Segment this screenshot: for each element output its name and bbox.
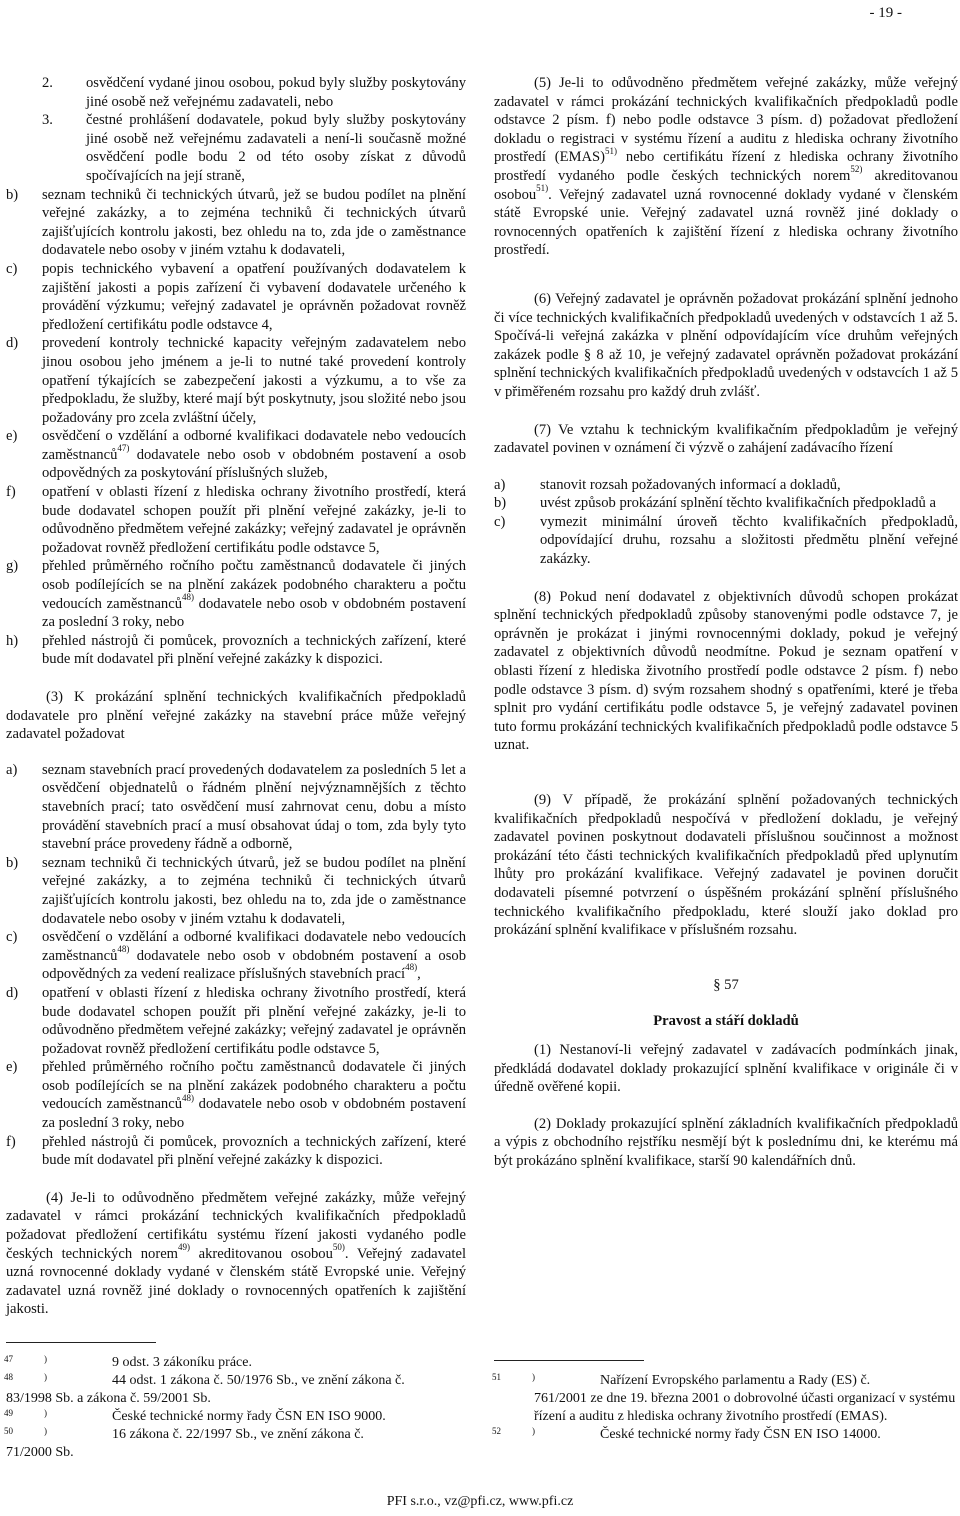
footnote-ref: 50) [332,1241,345,1252]
footnote-text-continued: 71/2000 Sb. [6,1445,74,1460]
footnote-text: 9 odst. 3 zákoníku práce. [112,1355,252,1370]
item-text: přehled průměrného ročního počtu zaměstnanců dodavatele či jiných osob podílejících se na plnění zakázek podobného charakteru a počtu vedoucích zaměstnanců$^{48)}$ dodavatele nebo osob v obdobném postavení za poslední 3 roky, nebo [42,1059,467,1132]
footnote-ref: 48) [182,591,195,602]
footnote: 52 ) České technické normy řady ČSN EN ISO 14000. [494,1426,958,1444]
list-item [6,984,466,1058]
list-item [6,632,466,669]
item-text: přehled nástrojů či pomůcek, provozních a technických zařízení, které bude mít dodavatel při plnění veřejné zakázky k dispozici. [42,1133,466,1169]
footnote-ref: 51) [536,182,549,193]
item-label: b) [6,854,19,871]
paragraph-6: (6) Veřejný zadavatel je oprávněn požadovat prokázání splnění jednoho či více technických kvalifikačních předpokladů uvedených v odstavcích 1 až 5. Spočívá-li veřejná zakázka v plnění odpovídajícím více druhům veřejných zakázek podle § 8 až 10, je veřejný zadavatel oprávněn požadovat prokázání splnění technických kvalifikačních předpokladů uvedených v odstavcích 1 až 5 v přiměřeném rozsahu pro každý druh zvlášť. [494,290,958,400]
footnote-number: 51 [492,1372,501,1382]
footnote: 47 ) 9 odst. 3 zákoníku práce. [6,1354,466,1372]
section-number: § 57 [713,976,739,993]
footnote: 51 ) Nařízení Evropského parlamentu a Rady (ES) č. 761/2001 ze dne 19. března 2001 o dobrovolné účasti organizací v systému řízení a auditu z hlediska ochrany životního prostředí (EMAS). [494,1372,958,1426]
list-item [494,476,958,495]
item-text: osvědčení o vzdělání a odborné kvalifikaci dodavatele nebo vedoucích zaměstnanců$^{47)}$ dodavatele nebo osob v obdobném postavení a osob odpovědných za poskytování příslušných služeb, [42,428,466,482]
item-label: f) [6,1133,16,1150]
paragraph-8: (8) Pokud není dodavatel z objektivních důvodů schopen prokázat splnění technických předpokladů způsoby stanovenými podle odstavce 7, je oprávněn je prokázat i jinými rovnocennými doklady, pokud je veřejný zadavatel z objektivních důvodů neodmítne. Pokud je seznam opatření v oblasti řízení z hlediska životního prostředí podle odstavce 2 písm. f) nebo podle odstavce 3 písm. d) svým rozsahem shodný s opatřeními, které je třeba splnit pro vydání certifikátu podle odstavce 5, je veřejný zadavatel povinen tuto formu prokázání technických kvalifikačních předpokladů podle odstavce 5 uznat. [494,588,958,754]
list-item [6,334,466,427]
list-item [6,260,466,334]
footnote-ref: 51) [605,145,618,156]
footnote-ref: 47) [117,443,130,454]
footnote-divider [6,1342,156,1343]
item-label: d) [6,984,19,1001]
item-label: h) [6,632,19,649]
item-text: uvést způsob prokázání splnění těchto kvalifikačních předpokladů a [540,495,936,512]
item-label: b) [6,186,19,203]
footnote-number: 49 [4,1408,13,1418]
footnote-text: 16 zákona č. 22/1997 Sb., ve znění zákona č. [112,1427,364,1442]
item-text: seznam techniků či technických útvarů, jež se budou podílet na plnění veřejné zakázky, a to zejména techniků či technických útvarů zajišťujících kontrolu jakosti, bez ohledu na to, zda jde o zaměstnance dodavatele nebo osoby v jiném vztahu k dodavateli, [42,854,466,927]
item-label: e) [6,1059,18,1076]
footnotes-left [6,1354,466,1462]
paragraph-5: (5) Je-li to odůvodněno předmětem veřejné zakázky, může veřejný zadavatel v rámci prokázání technických kvalifikačních předpokladů podle odstavce 2 písm. f) nebo podle odstavce 3 písm. d) požadovat předložení dokladu o registraci v systému řízení a auditu z hlediska ochrany životního prostředí (EMAS)$^{51)}$ nebo certifikátu řízení z hlediska ochrany životního prostředí vydaného podle českých technických norem$^{52)}$ akreditovanou osobou$^{51)}$. Veřejný zadavatel uzná rovnocenné doklady vydané v členském státě Evropské unie. Veřejný zadavatel uzná rovněž jiné doklady o rovnocenných opatřeních k zajištění řízení z hlediska ochrany životního prostředí. [494,75,958,259]
item-text: stanovit rozsah požadovaných informací a dokladů, [540,476,841,493]
item-label: e) [6,428,18,445]
footnote-text: Nařízení Evropského parlamentu a Rady (ES) č. [600,1373,871,1388]
item-label: a) [6,761,18,778]
footnote: 48 ) 44 odst. 1 zákona č. 50/1976 Sb., ve znění zákona č. 83/1998 Sb. a zákona č. 59/2001 Sb. [6,1372,466,1408]
list-item [6,186,466,260]
list-item [6,111,466,185]
footnote-ref: 48) [405,962,418,973]
footnote-text-continued: 83/1998 Sb. a zákona č. 59/2001 Sb. [6,1391,211,1406]
list-item [6,1058,466,1132]
section-title: Pravost a stáří dokladů [653,1013,799,1030]
section57-paragraph-2: (2) Doklady prokazující splnění základních kvalifikačních předpokladů a výpis z obchodního rejstříku nesmějí být k poslednímu dni, ke kterému má být prokázáno splnění kvalifikace, starší 90 kalendářních dnů. [494,1115,958,1169]
footnote-number: 47 [4,1354,13,1364]
paragraph-4: (4) Je-li to odůvodněno předmětem veřejné zakázky, může veřejný zadavatel v rámci prokázání technických kvalifikačních předpokladů požadovat předložení certifikátu systému řízení jakosti vydaného podle českých technických norem$^{49)}$ akreditovanou osobou$^{50)}$. Veřejný zadavatel uzná rovnocenné doklady vydané v členském státě Evropské unie. Veřejný zadavatel uzná rovněž jiné doklady o rovnocenných opatřeních k zajištění jakosti. [6,1189,466,1318]
item-label: f) [6,484,16,501]
footnote-ref: 48) [117,943,130,954]
list-item [494,494,958,513]
section57-paragraph-1: (1) Nestanoví-li veřejný zadavatel v zadávacích podmínkách jinak, předkládá dodavatel doklady prokazující splnění kvalifikace v originále či v úředně ověřené kopii. [494,1041,958,1096]
item-label: g) [6,558,19,575]
list-item [6,1133,466,1170]
item-text: opatření v oblasti řízení z hlediska ochrany životního prostředí, která bude dodavatel schopen použít při plnění veřejné zakázky, je-li to odůvodněno předmětem veřejné zakázky; veřejný zadavatel je oprávněn požadovat rovněž předložení certifikátu podle odstavce 5, [42,984,466,1057]
footnote: 49 ) České technické normy řady ČSN EN ISO 9000. [6,1408,466,1426]
list-item [6,854,466,928]
list-item [6,483,466,557]
item-label: d) [6,335,19,352]
footnote-ref: 48) [182,1092,195,1103]
page-number: - 19 - [869,5,902,21]
item-text: opatření v oblasti řízení z hlediska ochrany životního prostředí, která bude dodavatel schopen použít při plnění veřejné zakázky, je-li to odůvodněno předmětem veřejné zakázky; veřejný zadavatel je oprávněn požadovat rovněž předložení certifikátu podle odstavce 5, [42,484,466,556]
page-footer: PFI s.r.o., vz@pfi.cz, www.pfi.cz [386,1494,574,1509]
footnote-number: 50 [4,1426,13,1436]
footnote-number: 48 [4,1372,13,1382]
footnote-number: 52 [492,1426,501,1436]
list-item [6,557,466,631]
item-text: provedení kontroly technické kapacity veřejným zadavatelem nebo jinou osobou jeho jménem a je-li to nutné také provedení kontroly opatření týkajících se zabezpečení jakosti a výzkumu, a to vše za předpokladu, že služby, které mají být poskytnuty, jsou složité nebo jsou požadovány pro zcela zvláštní účely, [42,335,466,426]
paragraph-9: (9) V případě, že prokázání splnění požadovaných technických kvalifikačních předpokladů nespočívá v předložení dokladu, je veřejný zadavatel povinen poskytnout dodavateli příslušnou součinnost a možnost prokázání této části technických kvalifikačních předpokladů před uplynutím lhůty pro prokázání kvalifikace. Veřejný zadavatel je povinen doručit dodavateli písemné potvrzení o úspěšném prokázání splnění příslušného technického kvalifikačního předpokladu, které slouží jako doklad pro prokázání splnění kvalifikace v příslušném rozsahu. [494,792,958,939]
item-label: a) [494,476,506,493]
item-text: seznam stavebních prací provedených dodavatelem za posledních 5 let a osvědčení objednatelů o řádném plnění nejvýznamnějších z těchto stavebních prací; tato osvědčení musí zahrnovat cenu, dobu a místo provádění stavebních prací a musí obsahovat údaj o tom, zda byly tyto stavební práce provedeny řádně a odborně, [42,761,466,853]
list-item [6,74,466,111]
footnotes-right [494,1372,958,1444]
item-label: 2. [42,75,53,91]
item-text: čestné prohlášení dodavatele, pokud byly služby poskytovány jiné osobě než veřejnému zadavateli a není-li současně možné osvědčení podle bodu 2 od této osoby získat z důvodů spočívajících na její straně, [86,112,466,184]
right-column [494,74,958,1171]
left-column [6,74,466,1319]
footnote-text: České technické normy řady ČSN EN ISO 14000. [600,1427,881,1442]
footnote-ref: 49) [178,1241,191,1252]
item-label: b) [494,495,507,512]
footnote-ref: 52) [850,164,863,175]
item-text: seznam techniků či technických útvarů, jež se budou podílet na plnění veřejné zakázky, a to zejména techniků či technických útvarů zajišťujících kontrolu jakosti, bez ohledu na to, zda jde o zaměstnance dodavatele nebo osoby v jiném vztahu k dodavateli, [42,186,466,259]
item-text: popis technického vybavení a opatření používaných dodavatelem k zajištění jakosti a popis zařízení či vybavení dodavatele určeného k provádění výzkumu; veřejný zadavatel je oprávněn požadovat rovněž předložení certifikátu podle odstavce 4, [42,260,466,333]
item-text: přehled nástrojů či pomůcek, provozních a technických zařízení, které bude mít dodavatel při plnění veřejné zakázky k dispozici. [42,632,466,668]
item-text: osvědčení vydané jinou osobou, pokud byly služby poskytovány jiné osobě než veřejnému zadavateli, nebo [86,75,466,110]
paragraph-3: (3) K prokázání splnění technických kvalifikačních předpokladů dodavatele pro plnění veřejné zakázky na stavební práce může veřejný zadavatel požadovat [6,689,466,743]
item-label: c) [494,513,506,530]
footnote-divider [494,1360,644,1361]
list-item [6,761,466,854]
list-item [6,427,466,483]
item-label: 3. [42,112,53,129]
list-item [6,928,466,984]
footnote-text: 44 odst. 1 zákona č. 50/1976 Sb., ve znění zákona č. [112,1373,405,1388]
item-label: c) [6,929,18,946]
item-text: osvědčení o vzdělání a odborné kvalifikaci dodavatele nebo vedoucích zaměstnanců$^{48)}$ dodavatele nebo osob v obdobném postavení a osob odpovědných za vedení realizace příslušných stavebních prací$^{48)}$, [42,929,466,983]
item-label: c) [6,260,18,277]
item-text: přehled průměrného ročního počtu zaměstnanců dodavatele či jiných osob podílejících se na plnění zakázek podobného charakteru a počtu vedoucích zaměstnanců$^{48)}$ dodavatele nebo osob v obdobném postavení za poslední 3 roky, nebo [42,558,467,631]
item-text: vymezit minimální úroveň těchto kvalifikačních předpokladů, odpovídající druhu, rozsahu a složitosti předmětu plnění veřejné zakázky. [540,513,958,568]
footnote-text: České technické normy řady ČSN EN ISO 9000. [112,1409,386,1424]
footnote: 50 ) 16 zákona č. 22/1997 Sb., ve znění zákona č. 71/2000 Sb. [6,1426,466,1462]
list-item [494,513,958,569]
footnote-text-continued: 761/2001 ze dne 19. března 2001 o dobrovolné účasti organizací v systému řízení a auditu z hlediska ochrany životního prostředí (EMAS). [534,1391,956,1424]
paragraph-7: (7) Ve vztahu k technickým kvalifikačním předpokladům je veřejný zadavatel povinen v oznámení či výzvě o zahájení zadávacího řízení [494,421,958,457]
